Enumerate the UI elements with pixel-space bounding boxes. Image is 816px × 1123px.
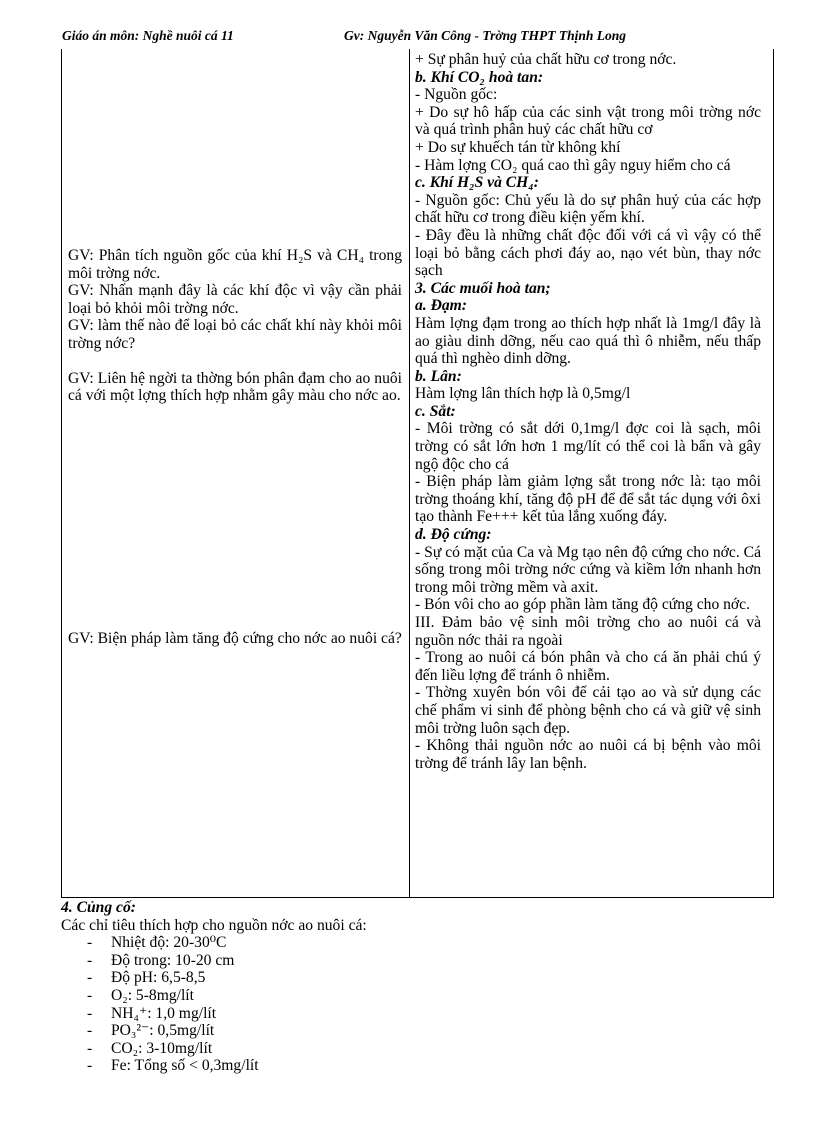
heading-nitrogen: a. Đạm: <box>415 297 467 315</box>
section-iii-heading: III. Đảm bảo vệ sinh môi trờng cho ao nuôi cá và nguồn nớc thải ra ngoài <box>415 614 761 649</box>
heading-phosphorus: b. Lân: <box>415 367 462 385</box>
section-4-title: 4. Củng cố: <box>61 899 136 916</box>
hardness-point-1: - Sự có mặt của Ca và Mg tạo nên độ cứng cho nớc. Cá sống trong môi trờng nớc cứng và kiềm lớn nhanh hơn trong môi trờng mềm và axit. <box>415 543 761 596</box>
teacher-activity-2: GV: Nhấn mạnh đây là các khí độc vì vậy cần phải loại bỏ khỏi môi trờng nớc. <box>68 282 402 317</box>
list-item: - Fe: Tổng số < 0,3mg/lít <box>87 1057 781 1075</box>
iron-point-1: - Môi trờng có sắt dới 0,1mg/l đợc coi là sạch, môi trờng có sắt lớn hơn 1 mg/lít có thể coi là bẩn và gây ngộ độc cho cá <box>415 420 761 473</box>
heading-hardness: d. Độ cứng: <box>415 526 492 544</box>
content-line-1: + Sự phân huỷ của chất hữu cơ trong nớc. <box>415 51 677 68</box>
heading-co2: b. Khí CO₂ hoà tan: <box>415 68 544 86</box>
gv1-text: GV: Phân tích nguồn gốc của khí <box>68 247 282 264</box>
heading-iron: c. Sắt: <box>415 402 456 420</box>
teacher-activity-5: GV: Biện pháp làm tăng độ cứng cho nớc ao nuôi cá? <box>68 630 402 647</box>
teacher-activity-5-block <box>68 630 402 648</box>
consolidation-section <box>61 899 781 1075</box>
list-item: - Độ trong: 10-20 cm <box>87 952 781 970</box>
water-criteria-list <box>61 934 781 1075</box>
iron-point-2: - Biện pháp làm giảm lợng sắt trong nớc là: tạo môi trờng thoáng khí, tăng độ pH để để sắt tác dụng với ôxi tạo thành Fe+++ kết tủa lắng xuống đáy. <box>415 473 761 526</box>
nitrogen-text: Hàm lợng đạm trong ao thích hợp nhất là 1mg/l đây là ao giàu dinh dỡng, nếu cao quá thì ô nhiễm, nếu thấp quá thì nghèo dinh dỡng. <box>415 314 761 368</box>
list-item: - PO₃²⁻: 0,5mg/lít <box>87 1022 781 1040</box>
h2s-point-1: - Nguồn gốc: Chủ yếu là do sự phân huỷ của các hợp chất hữu cơ trong điều kiện yếm khí. <box>415 191 761 227</box>
co2-point-2: + Do sự khuếch tán từ không khí <box>415 138 621 156</box>
hardness-point-2: - Bón vôi cho ao góp phần làm tăng độ cứng cho nớc. <box>415 596 750 614</box>
teacher-activity-4: GV: Liên hệ ngời ta thờng bón phân đạm cho ao nuôi cá với một lợng thích hợp nhằm gây màu cho nớc ao. <box>68 369 402 405</box>
header-subject: Giáo án môn: Nghề nuôi cá 11 <box>62 28 234 43</box>
co2-source: - Nguồn gốc: <box>415 86 498 104</box>
header-teacher: Gv: Nguyễn Văn Công - Trờng THPT Thịnh Long <box>344 28 627 43</box>
heading-h2s-ch4: c. Khí H₂S và CH₄: <box>415 174 539 192</box>
teacher-activity-3: GV: làm thế nào để loại bỏ các chất khí này khỏi môi trờng nớc? <box>68 317 402 352</box>
section-4-intro: Các chỉ tiêu thích hợp cho nguồn nớc ao nuôi cá: <box>61 916 367 934</box>
list-item: - Độ pH: 6,5-8,5 <box>87 969 781 987</box>
teacher-activity-1: GV: Phân tích nguồn gốc của khí H₂S và CH₄ trong môi trờng nớc. GV: Nhấn mạnh đây là các khí độc vì vậy cần phải loại bỏ khỏi môi trờng nớc. GV: làm thế nào để loại bỏ các chất khí này khỏi môi trờng nớc? GV: Liên hệ ngời ta thờng bón phân đạm cho ao nuôi cá với một lợng thích hợp nhằm gây màu cho nớc ao. <box>68 247 402 405</box>
phosphorus-text: Hàm lợng lân thích hợp là 0,5mg/l <box>415 385 631 403</box>
list-item: - O₂: 5-8mg/lít <box>87 987 781 1005</box>
list-item: - NH₄⁺: 1,0 mg/lít <box>87 1005 781 1023</box>
lesson-table <box>61 49 774 898</box>
gv1-h2s: H₂S <box>286 247 313 264</box>
section-iii-point-1: - Trong ao nuôi cá bón phân và cho cá ăn phải chú ý đến liều lợng để tránh ô nhiễm. <box>415 649 761 684</box>
list-item: - CO₂: 3-10mg/lít <box>87 1040 781 1058</box>
content-column <box>415 51 761 772</box>
list-item: - Nhiệt độ: 20-30⁰C <box>87 934 781 952</box>
section-iii-point-2: - Thờng xuyên bón vôi để cải tạo ao và sử dụng các chế phẩm vi sinh để phòng bệnh cho cá và giữ vệ sinh môi trờng luôn sạch đẹp. <box>415 684 761 737</box>
co2-point-3: - Hàm lợng CO₂ quá cao thì gây nguy hiểm cho cá <box>415 156 731 174</box>
column-divider <box>409 49 410 897</box>
gv1-ch4: CH₄ <box>336 247 365 264</box>
heading-salts: 3. Các muối hoà tan; <box>415 279 551 297</box>
h2s-point-2: - Đây đều là những chất độc đối với cá vì vậy có thể loại bỏ bằng cách phơi đáy ao, nạo vét bùn, thay nớc sạch <box>415 226 761 280</box>
co2-point-1: + Do sự hô hấp của các sinh vật trong môi trờng nớc và quá trình phân huỷ các chất hữu cơ <box>415 103 761 139</box>
section-iii-point-3: - Không thải nguồn nớc ao nuôi cá bị bệnh vào môi trờng để tránh lây lan bệnh. <box>415 737 761 772</box>
